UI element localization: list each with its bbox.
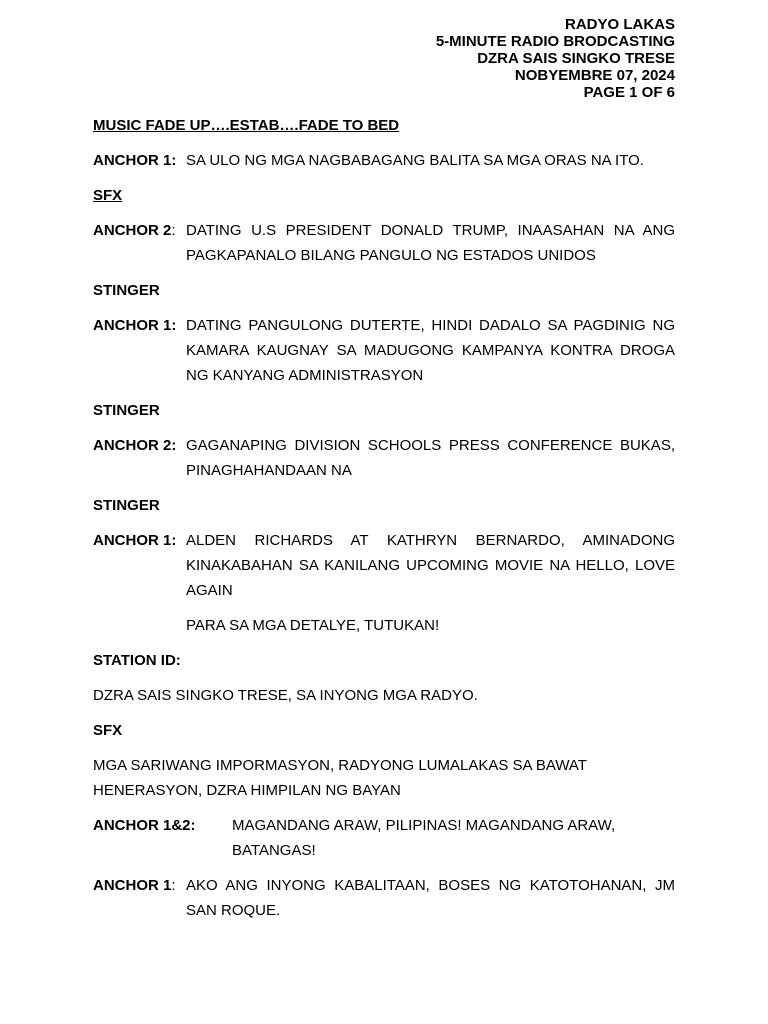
- stinger-cue: STINGER: [93, 497, 160, 514]
- anchor-text: SA ULO NG MGA NAGBABAGANG BALITA SA MGA ORAS NA ITO.: [186, 152, 644, 169]
- anchor-label: ANCHOR 2:: [93, 437, 177, 454]
- station-callsign: DZRA SAIS SINGKO TRESE: [477, 50, 675, 67]
- broadcast-date: NOBYEMBRE 07, 2024: [514, 67, 675, 84]
- station-tagline: MGA SARIWANG IMPORMASYON, RADYONG LUMALAKAS SA BAWAT HENERASYON, DZRA HIMPILAN NG BAYAN: [93, 757, 587, 799]
- anchor-label: ANCHOR 2:: [93, 222, 176, 239]
- anchor-line-1: [93, 148, 675, 173]
- anchor-text: GAGANAPING DIVISION SCHOOLS PRESS CONFERENCE BUKAS, PINAGHAHANDAAN NA: [186, 437, 675, 479]
- anchor-text: MAGANDANG ARAW, PILIPINAS! MAGANDANG ARAW, BATANGAS!: [232, 817, 616, 859]
- page-header: [93, 16, 675, 101]
- anchor-label: ANCHOR 1:: [93, 877, 176, 894]
- program-title: 5-MINUTE RADIO BRODCASTING: [435, 33, 675, 50]
- anchor-label: ANCHOR 1:: [93, 532, 177, 549]
- script-page: [93, 16, 675, 923]
- anchor-text: DATING U.S PRESIDENT DONALD TRUMP, INAASAHAN NA ANG PAGKAPANALO BILANG PANGULO NG ESTADOS UNIDOS: [186, 222, 675, 264]
- anchor-label: ANCHOR 1&2:: [93, 817, 196, 834]
- anchor-followup: PARA SA MGA DETALYE, TUTUKAN!: [186, 617, 440, 634]
- stinger-cue: STINGER: [93, 282, 160, 299]
- anchor-line-4: [93, 433, 675, 483]
- anchor-text: DATING PANGULONG DUTERTE, HINDI DADALO SA PAGDINIG NG KAMARA KAUGNAY SA MADUGONG KAMPANYA KONTRA DROGA NG KANYANG ADMINISTRASYON: [186, 317, 675, 384]
- station-name: RADYO LAKAS: [564, 16, 675, 33]
- sfx-cue: SFX: [93, 722, 123, 739]
- anchor-text: ALDEN RICHARDS AT KATHRYN BERNARDO, AMINADONG KINAKABAHAN SA KANILANG UPCOMING MOVIE NA HELLO, LOVE AGAIN: [186, 532, 675, 599]
- stinger-cue: STINGER: [93, 402, 160, 419]
- anchor-line-7: [93, 873, 675, 923]
- anchor-line-2: [93, 218, 675, 268]
- station-id-text: DZRA SAIS SINGKO TRESE, SA INYONG MGA RADYO.: [93, 687, 478, 704]
- anchor-line-6: [93, 813, 675, 863]
- anchor-label: ANCHOR 1:: [93, 152, 177, 169]
- anchor-line-5: [93, 528, 675, 603]
- station-id-label: STATION ID:: [93, 652, 181, 669]
- anchor-text: AKO ANG INYONG KABALITAAN, BOSES NG KATOTOHANAN, JM SAN ROQUE.: [186, 877, 675, 919]
- sfx-cue: SFX: [93, 187, 123, 204]
- music-cue: MUSIC FADE UP….ESTAB….FADE TO BED: [93, 117, 400, 134]
- page-number: PAGE 1 OF 6: [583, 84, 675, 101]
- anchor-line-3: [93, 313, 675, 388]
- anchor-label: ANCHOR 1:: [93, 317, 177, 334]
